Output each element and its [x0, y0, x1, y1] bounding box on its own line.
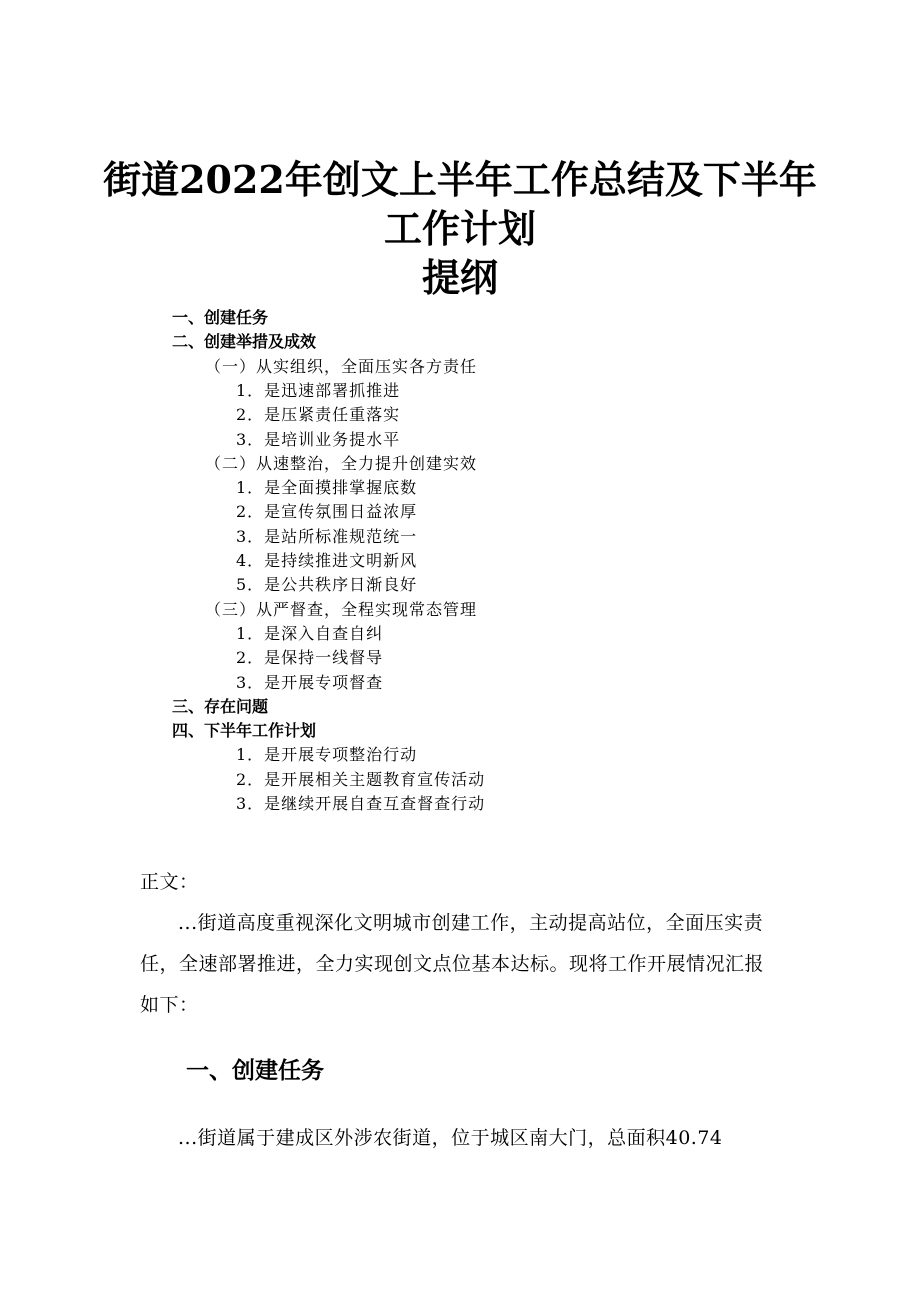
outline-item: 3．是培训业务提水平 — [236, 429, 401, 449]
outline-item: 3．是继续开展自查互查督查行动 — [236, 794, 486, 813]
outline-item: 2．是宣传氛围日益浓厚 — [236, 502, 418, 522]
outline-item: 4．是持续推进文明新风 — [236, 551, 418, 570]
outline-subheading: （三）从严督查，全程实现常态管理 — [205, 599, 478, 619]
outline-subheading: （一）从实组织，全面压实各方责任 — [205, 356, 478, 376]
outline-item: 3．是站所标准规范统一 — [236, 526, 418, 546]
outline-item: 2．是开展相关主题教育宣传活动 — [236, 769, 486, 789]
outline-item: 3．是开展专项督查 — [236, 672, 384, 692]
outline-item: 1．是全面摸排掌握底数 — [236, 478, 418, 498]
section-heading-1: 一、创建任务 — [186, 1058, 324, 1084]
outline-item: 1．是开展专项整治行动 — [236, 745, 418, 765]
section-1-paragraph: ...街道属于建成区外涉农街道，位于城区南大门，总面积40.74 — [178, 1127, 723, 1149]
outline-item: 1．是迅速部署抓推进 — [236, 380, 401, 400]
document-title-line-2: 工作计划 — [383, 206, 536, 251]
outline-item: 2．是保持一线督导 — [236, 648, 384, 668]
outline-item: 2．是压紧责任重落实 — [236, 405, 401, 425]
outline-subheading: （二）从速整治，全力提升创建实效 — [205, 453, 478, 473]
body-label: 正文： — [140, 871, 199, 893]
outline-heading: 二、创建举措及成效 — [172, 332, 317, 352]
outline-heading: 一、创建任务 — [172, 308, 269, 327]
outline-item: 1．是深入自查自纠 — [236, 623, 384, 643]
outline-item: 5．是公共秩序日渐良好 — [236, 575, 418, 595]
outline-heading: 四、下半年工作计划 — [172, 721, 317, 741]
document-title-line-3: 提纲 — [421, 255, 498, 300]
outline-heading: 三、存在问题 — [172, 696, 269, 716]
intro-paragraph: ...街道高度重视深化文明城市创建工作，主动提高站位，全面压实责任，全速部署推进，全力实现创文点位基本达标。现将工作开展情况汇报如下： — [140, 912, 765, 1016]
document-title-line-1: 街道2022年创文上半年工作总结及下半年 — [103, 157, 817, 202]
